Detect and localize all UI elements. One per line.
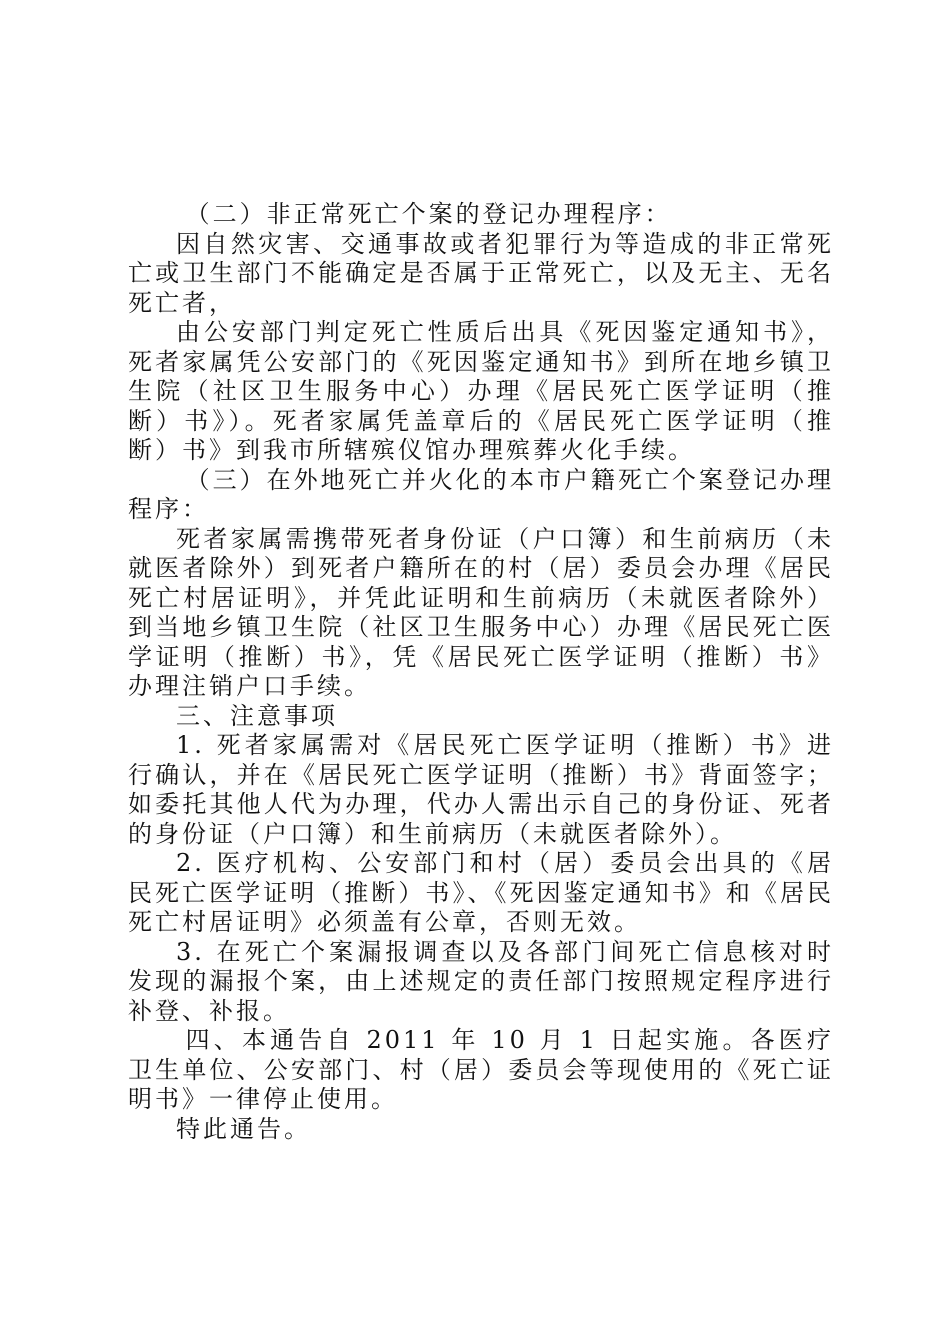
paragraph-note-1: 1. 死者家属需对《居民死亡医学证明（推断）书》进行确认，并在《居民死亡医学证明（推断）书》背面签字；如委托其他人代为办理，代办人需出示自己的身份证、死者的身份证（户口簿）和生前病历（未就医者除外）。	[128, 731, 834, 848]
document-body	[128, 200, 834, 1144]
paragraph-out-of-town-procedure: 死者家属需携带死者身份证（户口簿）和生前病历（未就医者除外）到死者户籍所在的村（居）委员会办理《居民死亡村居证明》，并凭此证明和生前病历（未就医者除外）到当地乡镇卫生院（社区卫生服务中心）办理《居民死亡医学证明（推断）书》，凭《居民死亡医学证明（推断）书》办理注销户口手续。	[128, 524, 834, 700]
section-heading-abnormal-death: （二）非正常死亡个案的登记办理程序：	[185, 200, 672, 228]
section-heading-out-of-town-death: （三）在外地死亡并火化的本市户籍死亡个案登记办理程序：	[128, 465, 834, 523]
paragraph-effective-date: 四、本通告自 2011 年 10 月 1 日起实施。各医疗卫生单位、公安部门、村（居）委员会等现使用的《死亡证明书》一律停止使用。	[128, 1026, 834, 1113]
paragraph-closing: 特此通告。	[176, 1114, 311, 1143]
paragraph-abnormal-death-procedure: 由公安部门判定死亡性质后出具《死因鉴定通知书》，死者家属凭公安部门的《死因鉴定通知书》到所在地乡镇卫生院（社区卫生服务中心）办理《居民死亡医学证明（推断）书》）。死者家属凭盖章后的《居民死亡医学证明（推断）书》到我市所辖殡仪馆办理殡葬火化手续。	[128, 318, 834, 464]
paragraph-abnormal-death-scope: 因自然灾害、交通事故或者犯罪行为等造成的非正常死亡或卫生部门不能确定是否属于正常死亡，以及无主、无名死亡者，	[128, 229, 834, 317]
paragraph-note-2: 2. 医疗机构、公安部门和村（居）委员会出具的《居民死亡医学证明（推断）书》、《死因鉴定通知书》和《居民死亡村居证明》必须盖有公章，否则无效。	[128, 849, 834, 936]
paragraph-note-3: 3. 在死亡个案漏报调查以及各部门间死亡信息核对时发现的漏报个案，由上述规定的责任部门按照规定程序进行补登、补报。	[128, 937, 834, 1025]
section-heading-notes: 三、注意事项	[176, 701, 338, 730]
